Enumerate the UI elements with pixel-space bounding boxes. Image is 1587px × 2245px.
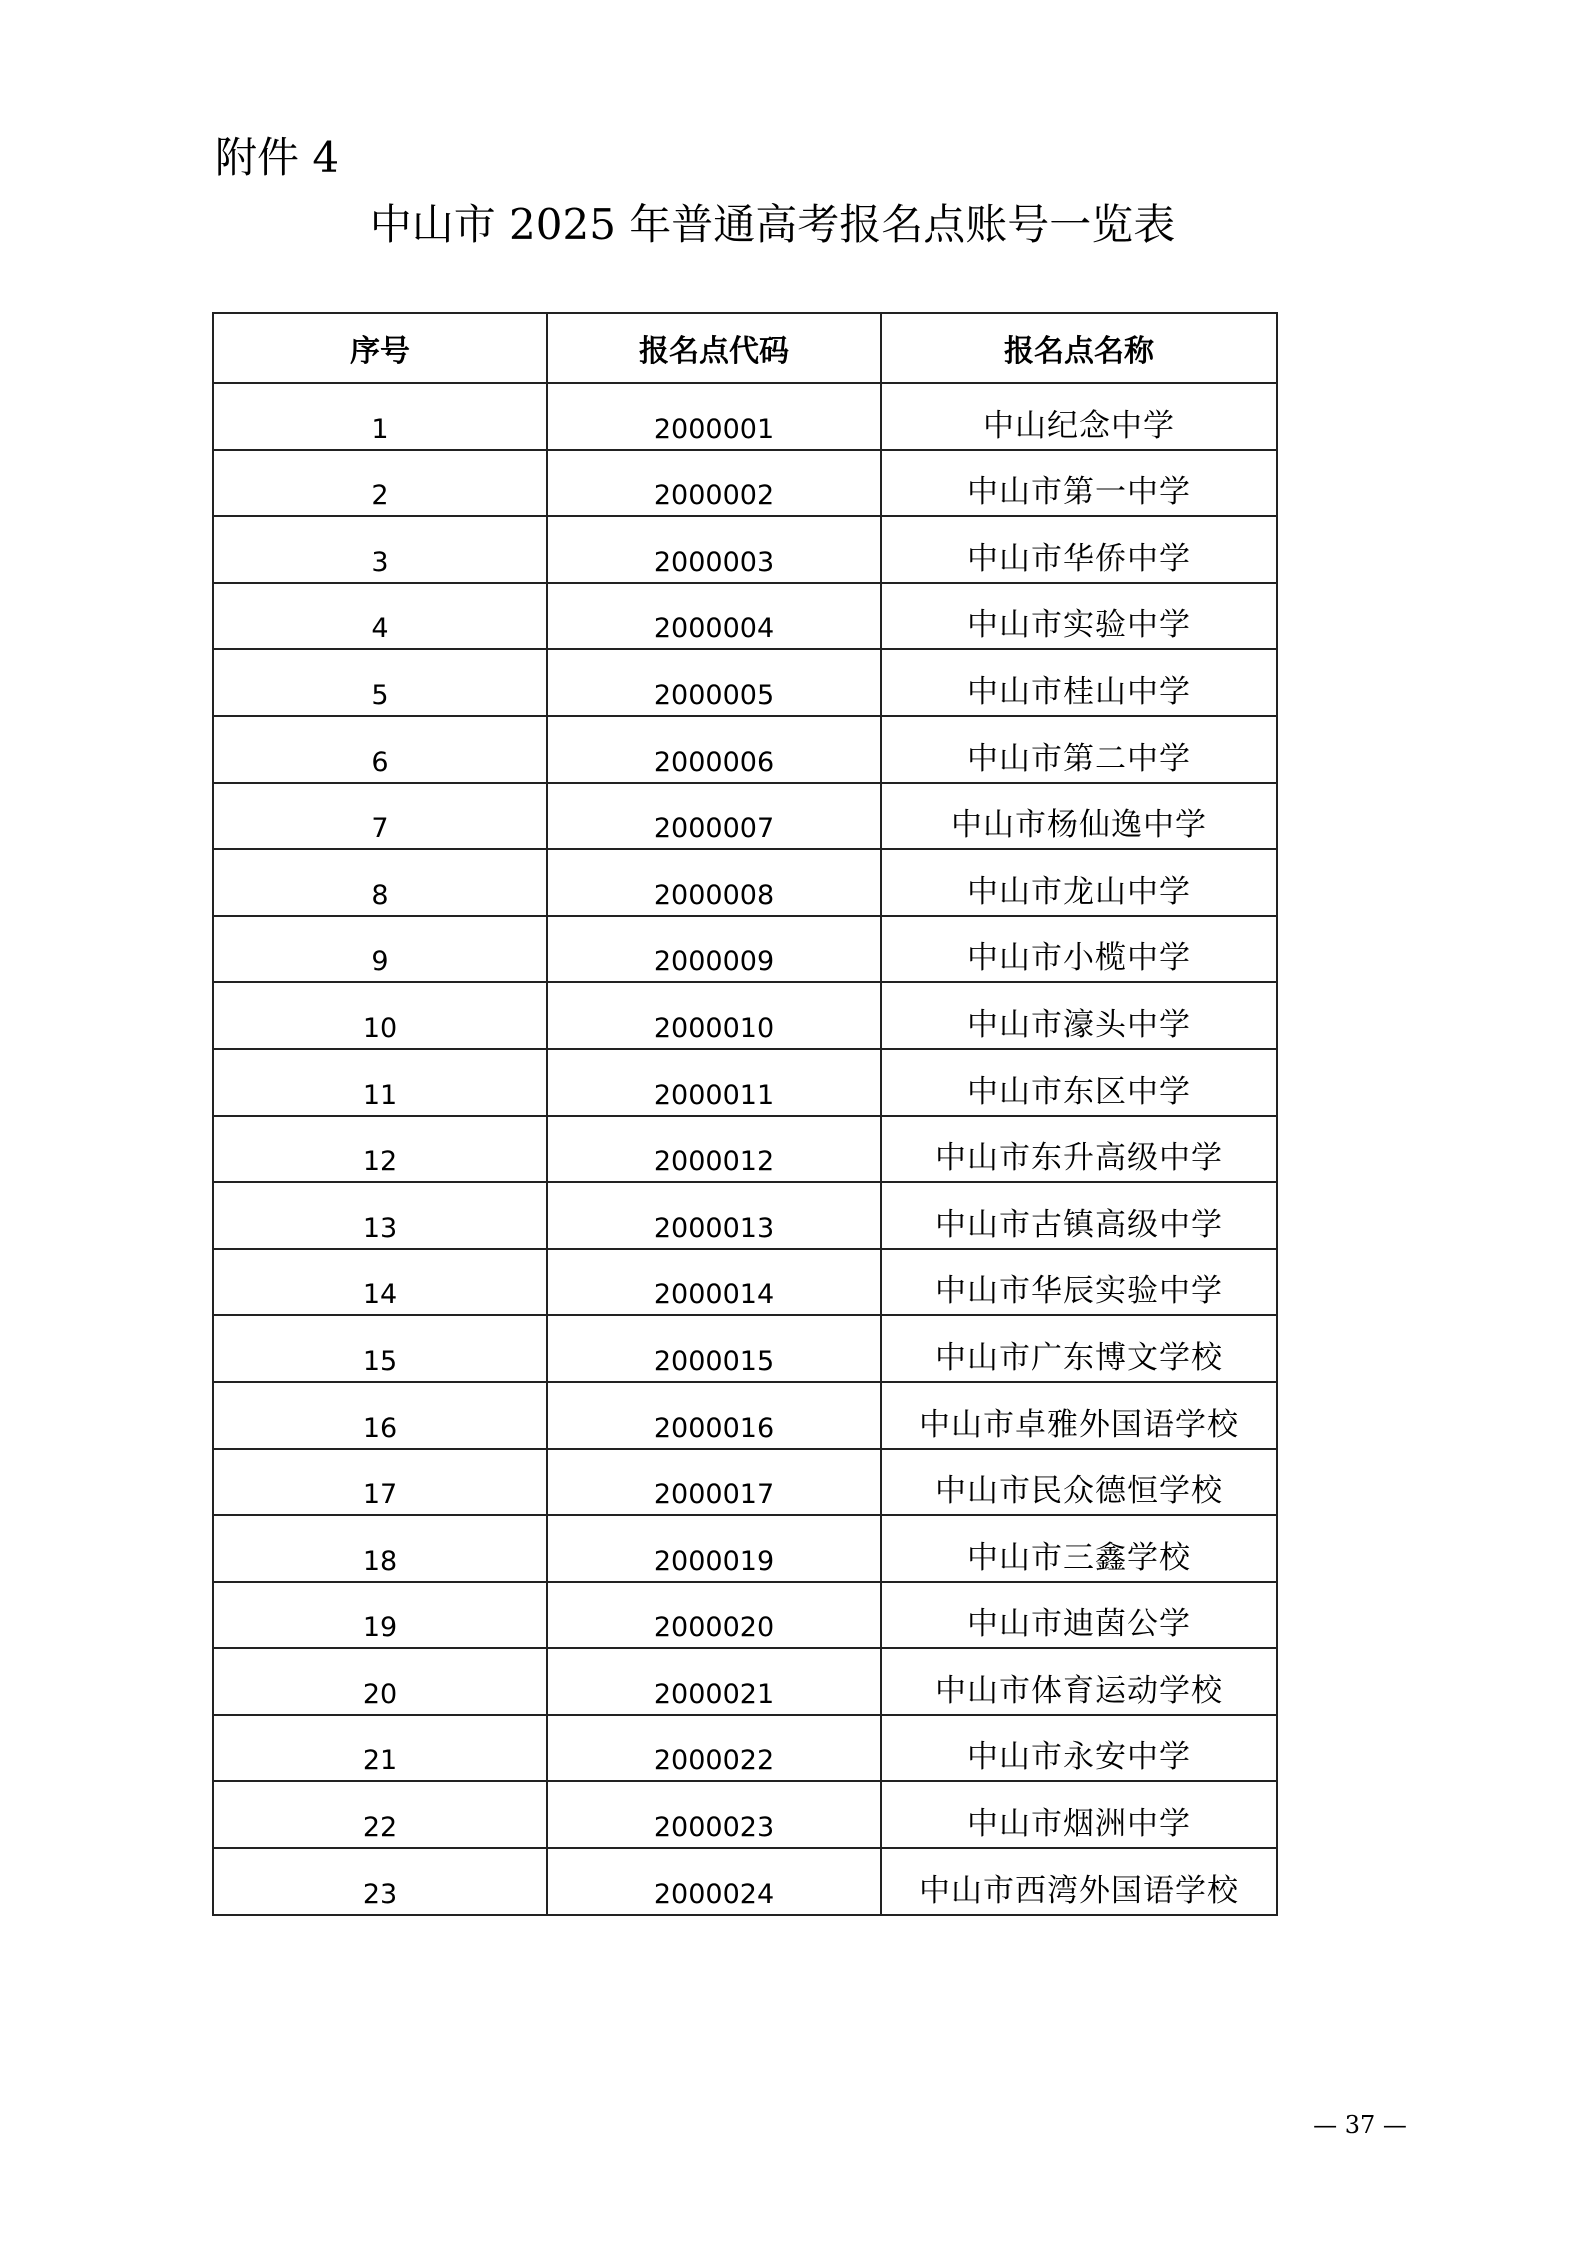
table-row [213, 849, 1277, 916]
header-serial-number: 序号 [213, 313, 547, 383]
table-row [213, 583, 1277, 650]
cell-registration-code: 2000005 [547, 649, 881, 716]
header-registration-code: 报名点代码 [547, 313, 881, 383]
cell-serial-number: 9 [213, 916, 547, 983]
cell-registration-code: 2000016 [547, 1382, 881, 1449]
table-row [213, 916, 1277, 983]
cell-registration-name: 中山纪念中学 [881, 383, 1277, 450]
cell-registration-code: 2000013 [547, 1182, 881, 1249]
cell-serial-number: 7 [213, 783, 547, 850]
cell-registration-name: 中山市华辰实验中学 [881, 1249, 1277, 1316]
table-row [213, 1515, 1277, 1582]
cell-registration-name: 中山市桂山中学 [881, 649, 1277, 716]
table-row [213, 1049, 1277, 1116]
table-header-row [213, 313, 1277, 383]
cell-registration-code: 2000012 [547, 1116, 881, 1183]
cell-serial-number: 22 [213, 1781, 547, 1848]
cell-serial-number: 13 [213, 1182, 547, 1249]
cell-serial-number: 19 [213, 1582, 547, 1649]
cell-registration-name: 中山市第一中学 [881, 450, 1277, 517]
cell-registration-name: 中山市古镇高级中学 [881, 1182, 1277, 1249]
table-row [213, 1116, 1277, 1183]
cell-serial-number: 15 [213, 1315, 547, 1382]
cell-registration-code: 2000009 [547, 916, 881, 983]
cell-registration-name: 中山市民众德恒学校 [881, 1449, 1277, 1516]
table-row [213, 1648, 1277, 1715]
cell-registration-code: 2000006 [547, 716, 881, 783]
cell-registration-code: 2000010 [547, 982, 881, 1049]
cell-registration-code: 2000015 [547, 1315, 881, 1382]
cell-serial-number: 23 [213, 1848, 547, 1915]
table-row [213, 1582, 1277, 1649]
registration-table-container [212, 312, 1278, 1916]
cell-serial-number: 16 [213, 1382, 547, 1449]
table-row [213, 1382, 1277, 1449]
cell-serial-number: 5 [213, 649, 547, 716]
table-row [213, 1781, 1277, 1848]
cell-registration-name: 中山市广东博文学校 [881, 1315, 1277, 1382]
table-row [213, 1182, 1277, 1249]
attachment-label: 附件 4 [215, 133, 340, 182]
cell-registration-code: 2000021 [547, 1648, 881, 1715]
table-row [213, 516, 1277, 583]
cell-registration-name: 中山市西湾外国语学校 [881, 1848, 1277, 1915]
cell-serial-number: 12 [213, 1116, 547, 1183]
cell-registration-code: 2000014 [547, 1249, 881, 1316]
cell-registration-name: 中山市东升高级中学 [881, 1116, 1277, 1183]
cell-registration-code: 2000019 [547, 1515, 881, 1582]
cell-registration-code: 2000011 [547, 1049, 881, 1116]
cell-registration-code: 2000007 [547, 783, 881, 850]
cell-registration-code: 2000022 [547, 1715, 881, 1782]
cell-registration-name: 中山市东区中学 [881, 1049, 1277, 1116]
cell-registration-name: 中山市迪茵公学 [881, 1582, 1277, 1649]
cell-registration-name: 中山市濠头中学 [881, 982, 1277, 1049]
cell-serial-number: 11 [213, 1049, 547, 1116]
cell-registration-code: 2000003 [547, 516, 881, 583]
cell-registration-code: 2000004 [547, 583, 881, 650]
registration-points-table [212, 312, 1278, 1916]
cell-serial-number: 20 [213, 1648, 547, 1715]
cell-registration-name: 中山市三鑫学校 [881, 1515, 1277, 1582]
cell-registration-name: 中山市第二中学 [881, 716, 1277, 783]
cell-serial-number: 18 [213, 1515, 547, 1582]
cell-registration-name: 中山市实验中学 [881, 583, 1277, 650]
cell-serial-number: 4 [213, 583, 547, 650]
cell-registration-code: 2000023 [547, 1781, 881, 1848]
cell-registration-name: 中山市卓雅外国语学校 [881, 1382, 1277, 1449]
cell-registration-code: 2000008 [547, 849, 881, 916]
table-body [213, 383, 1277, 1915]
table-row [213, 649, 1277, 716]
document-title: 中山市 2025 年普通高考报名点账号一览表 [369, 200, 1176, 249]
cell-serial-number: 17 [213, 1449, 547, 1516]
cell-serial-number: 2 [213, 450, 547, 517]
cell-serial-number: 21 [213, 1715, 547, 1782]
table-row [213, 1715, 1277, 1782]
cell-registration-name: 中山市永安中学 [881, 1715, 1277, 1782]
cell-registration-name: 中山市杨仙逸中学 [881, 783, 1277, 850]
cell-serial-number: 8 [213, 849, 547, 916]
cell-registration-code: 2000017 [547, 1449, 881, 1516]
cell-serial-number: 6 [213, 716, 547, 783]
cell-registration-code: 2000002 [547, 450, 881, 517]
cell-serial-number: 14 [213, 1249, 547, 1316]
cell-serial-number: 1 [213, 383, 547, 450]
cell-registration-name: 中山市烟洲中学 [881, 1781, 1277, 1848]
table-row [213, 450, 1277, 517]
cell-serial-number: 10 [213, 982, 547, 1049]
cell-registration-code: 2000024 [547, 1848, 881, 1915]
table-row [213, 1315, 1277, 1382]
table-row [213, 716, 1277, 783]
cell-registration-name: 中山市体育运动学校 [881, 1648, 1277, 1715]
cell-registration-name: 中山市小榄中学 [881, 916, 1277, 983]
cell-registration-code: 2000001 [547, 383, 881, 450]
header-registration-name: 报名点名称 [881, 313, 1277, 383]
cell-registration-name: 中山市龙山中学 [881, 849, 1277, 916]
page-number: — 37 — [1313, 2111, 1407, 2139]
table-row [213, 982, 1277, 1049]
table-row [213, 1848, 1277, 1915]
cell-serial-number: 3 [213, 516, 547, 583]
cell-registration-code: 2000020 [547, 1582, 881, 1649]
table-row [213, 783, 1277, 850]
table-row [213, 1449, 1277, 1516]
cell-registration-name: 中山市华侨中学 [881, 516, 1277, 583]
table-row [213, 1249, 1277, 1316]
table-row [213, 383, 1277, 450]
